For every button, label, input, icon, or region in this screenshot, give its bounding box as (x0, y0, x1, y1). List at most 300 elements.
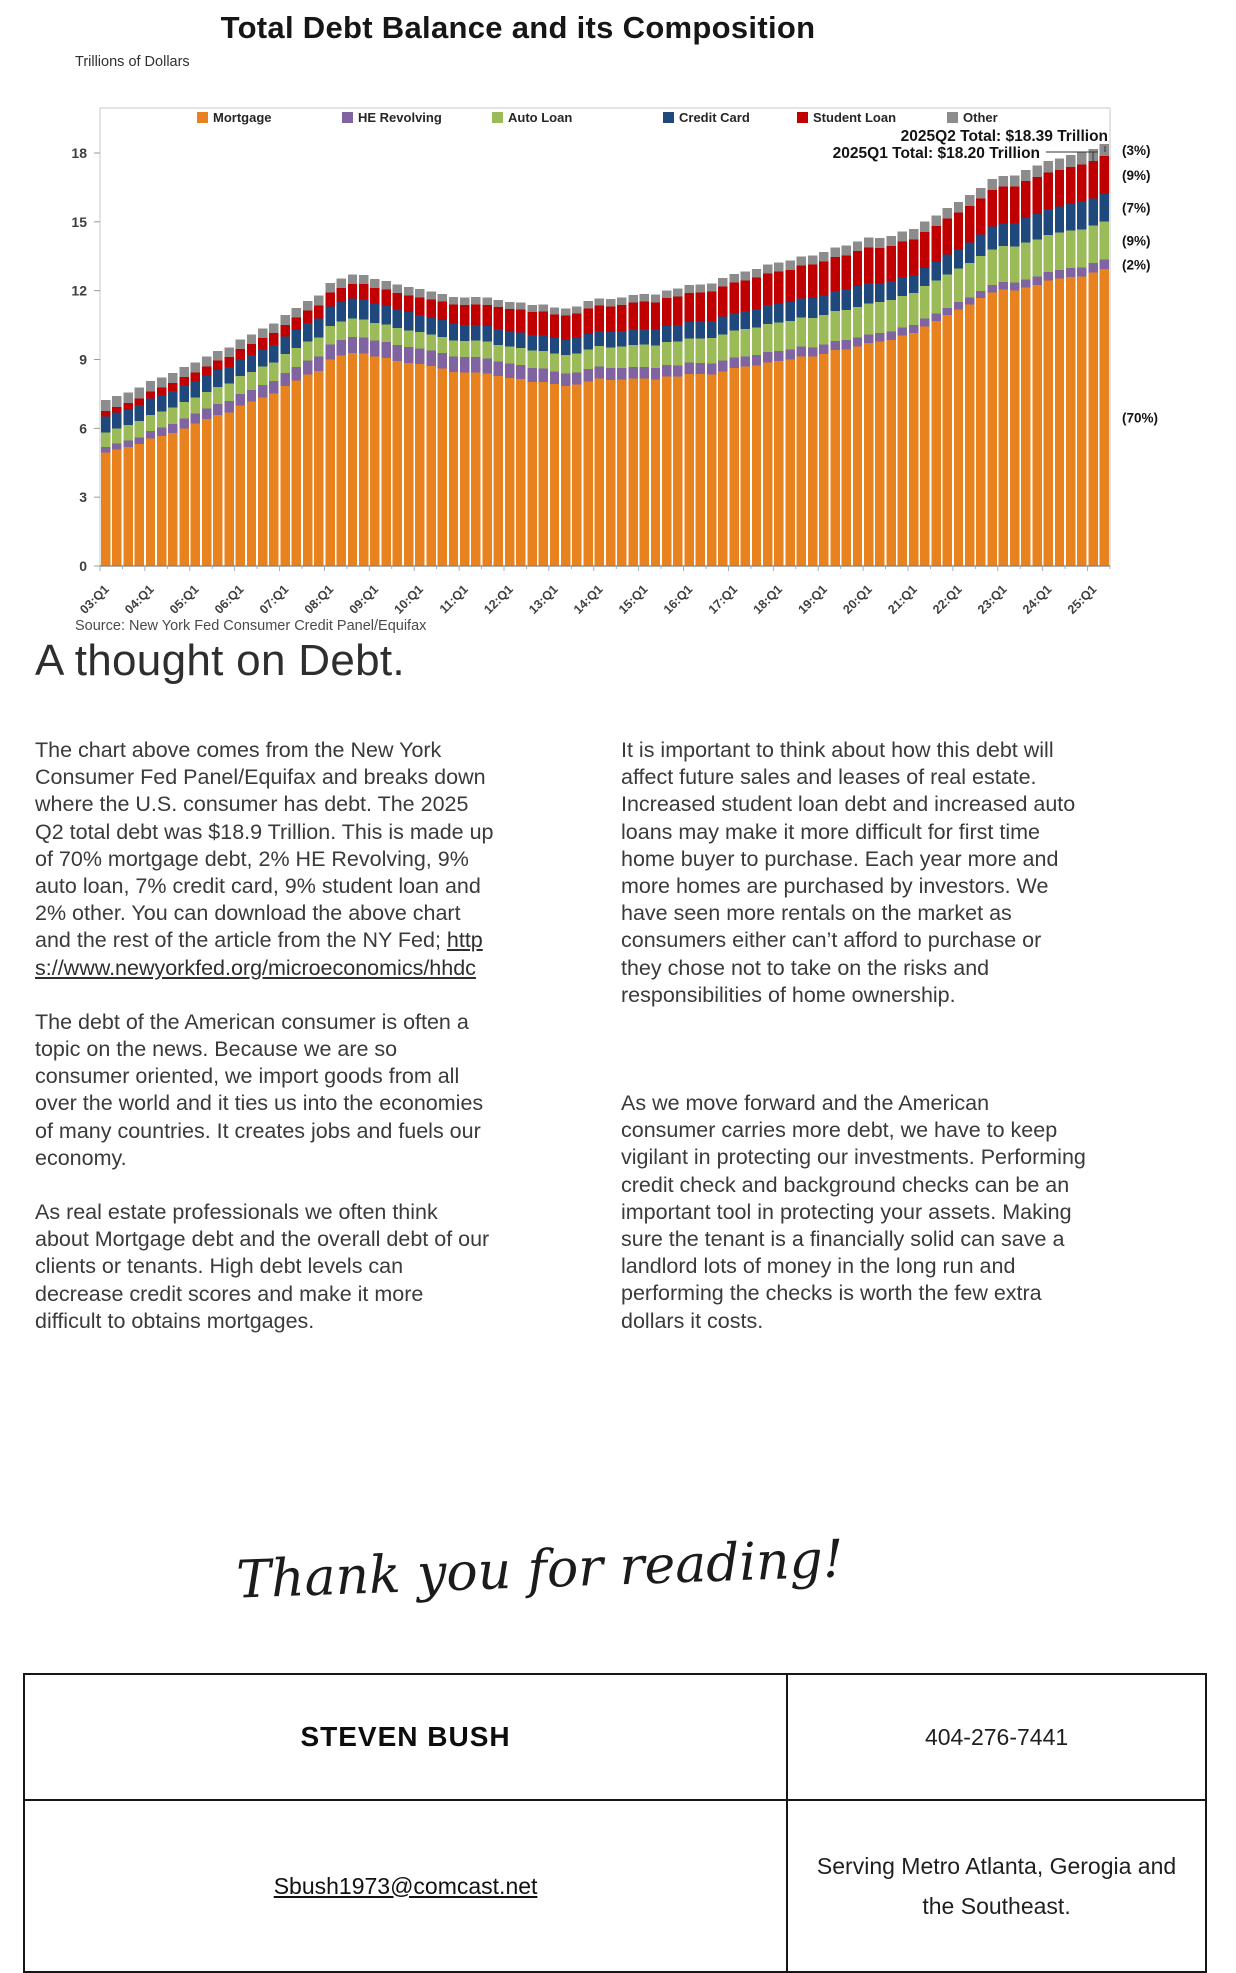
percent-label: (2%) (1122, 257, 1151, 273)
bar-segment (853, 251, 862, 286)
bar-segment (943, 208, 952, 219)
bar-segment (617, 379, 626, 566)
bar-segment (303, 310, 312, 323)
bar-segment (449, 297, 458, 305)
bar-segment (628, 329, 637, 345)
bar-segment (191, 398, 200, 414)
bar-segment (673, 342, 682, 366)
bar-segment (494, 376, 503, 566)
bar-segment (741, 280, 750, 311)
bar-segment (258, 367, 267, 385)
bar-segment (999, 187, 1008, 224)
bar-segment (494, 329, 503, 345)
bar-segment (168, 383, 177, 391)
bar-segment (651, 380, 660, 566)
legend-swatch (947, 112, 958, 123)
bar-segment (1032, 240, 1041, 277)
bar-segment (359, 299, 368, 319)
agent-phone: 404-276-7441 (787, 1674, 1206, 1800)
bar-segment (875, 283, 884, 302)
bar-segment (830, 350, 839, 566)
bar-segment (325, 326, 334, 345)
bar-segment (943, 315, 952, 566)
bar-segment (808, 298, 817, 318)
bar-segment (404, 330, 413, 347)
bar-segment (1010, 283, 1019, 291)
bar-segment (898, 231, 907, 241)
x-tick-label: 20:Q1 (840, 582, 875, 617)
bar-segment (505, 309, 514, 331)
bar-segment (292, 330, 301, 348)
bar-segment (404, 287, 413, 295)
bar-segment (785, 261, 794, 270)
bar-segment (976, 291, 985, 298)
bar-segment (527, 382, 536, 566)
bar-segment (830, 311, 839, 341)
bar-segment (673, 297, 682, 325)
x-tick-label: 06:Q1 (211, 582, 247, 617)
article-left-column (35, 737, 495, 1362)
bar-segment (494, 307, 503, 329)
bar-segment (954, 309, 963, 566)
bar-segment (303, 301, 312, 311)
bar-segment (999, 176, 1008, 187)
bar-segment (539, 312, 548, 336)
bar-segment (202, 409, 211, 420)
y-tick-label: 18 (71, 145, 87, 161)
bar-segment (1077, 267, 1086, 276)
bar-segment (718, 361, 727, 372)
x-tick-label: 15:Q1 (615, 582, 651, 617)
bar-segment (213, 404, 222, 415)
bar-segment (976, 199, 985, 235)
bar-segment (1055, 206, 1064, 232)
bar-segment (931, 226, 940, 262)
bar-segment (550, 315, 559, 339)
bar-segment (1088, 226, 1097, 264)
x-tick-label: 23:Q1 (975, 582, 1010, 617)
bar-segment (943, 308, 952, 315)
bar-segment (303, 342, 312, 361)
bar-segment (920, 286, 929, 319)
bar-segment (292, 348, 301, 367)
bar-segment (224, 357, 233, 367)
bar-segment (785, 321, 794, 349)
bar-segment (303, 375, 312, 566)
bar-segment (718, 278, 727, 286)
bar-segment (482, 305, 491, 326)
bar-segment (438, 302, 447, 320)
bar-segment (112, 413, 121, 429)
bar-segment (213, 361, 222, 370)
bar-segment (976, 235, 985, 256)
bar-segment (505, 331, 514, 347)
bar-segment (853, 241, 862, 251)
bar-segment (819, 262, 828, 296)
bar-segment (348, 298, 357, 318)
bar-segment (179, 419, 188, 429)
bar-segment (1100, 222, 1109, 260)
article-heading: A thought on Debt. (35, 636, 405, 685)
bar-segment (875, 333, 884, 342)
bar-segment (494, 300, 503, 307)
agent-email-cell (24, 1800, 787, 1972)
bar-segment (224, 384, 233, 401)
bar-segment (123, 447, 132, 566)
bar-segment (505, 347, 514, 364)
bar-segment (696, 338, 705, 363)
bar-segment (965, 297, 974, 304)
bar-segment (595, 306, 604, 331)
bar-segment (1032, 277, 1041, 285)
bar-segment (696, 284, 705, 292)
bar-segment (819, 345, 828, 354)
bar-segment (123, 392, 132, 403)
bar-segment (1021, 279, 1030, 287)
bar-segment (236, 394, 245, 405)
bar-segment (729, 368, 738, 566)
bar-segment (505, 364, 514, 378)
bar-segment (202, 392, 211, 409)
bar-segment (337, 340, 346, 355)
bar-segment (471, 325, 480, 341)
bar-segment (337, 356, 346, 566)
bar-segment (561, 315, 570, 339)
bar-segment (875, 342, 884, 566)
bar-segment (202, 376, 211, 393)
percent-label: (70%) (1122, 410, 1159, 426)
bar-segment (269, 333, 278, 345)
bar-segment (157, 436, 166, 566)
bar-segment (1010, 187, 1019, 223)
bar-segment (460, 297, 469, 305)
bar-segment (1055, 170, 1064, 206)
bar-segment (987, 285, 996, 293)
bar-segment (1010, 223, 1019, 247)
bar-segment (954, 213, 963, 249)
bar-segment (269, 323, 278, 333)
bar-segment (673, 325, 682, 342)
bar-segment (819, 354, 828, 566)
legend-swatch (663, 112, 674, 123)
bar-segment (931, 281, 940, 314)
bar-segment (337, 279, 346, 288)
bar-segment (628, 367, 637, 379)
bar-segment (572, 338, 581, 353)
bar-segment (707, 283, 716, 291)
annotation-2025q2: 2025Q2 Total: $18.39 Trillion (900, 128, 1108, 145)
bar-segment (438, 353, 447, 368)
bar-segment (438, 368, 447, 566)
bar-segment (1077, 202, 1086, 230)
bar-segment (628, 302, 637, 329)
bar-segment (505, 302, 514, 309)
bar-segment (640, 367, 649, 379)
bar-segment (471, 357, 480, 372)
bar-segment (1021, 181, 1030, 218)
bar-segment (516, 365, 525, 379)
bar-segment (1010, 290, 1019, 566)
bar-segment (460, 373, 469, 566)
chart-source: Source: New York Fed Consumer Credit Panel/Equifax (75, 618, 427, 634)
bar-segment (213, 387, 222, 404)
bar-segment (819, 252, 828, 261)
bar-segment (684, 338, 693, 362)
x-axis (77, 566, 1110, 617)
percent-label: (9%) (1122, 168, 1151, 184)
bar-segment (651, 295, 660, 303)
bar-segment (628, 379, 637, 566)
bar-segment (404, 363, 413, 566)
bar-segment (123, 403, 132, 409)
bar-segment (651, 330, 660, 346)
chart-y-axis-caption: Trillions of Dollars (75, 54, 190, 70)
bar-segment (280, 386, 289, 566)
bar-segment (1044, 235, 1053, 272)
bar-segment (931, 321, 940, 566)
bar-segment (516, 379, 525, 566)
bar-segment (684, 285, 693, 293)
bar-segment (583, 301, 592, 308)
bar-segment (224, 367, 233, 384)
bar-segment (842, 340, 851, 349)
bar-segment (494, 345, 503, 362)
bar-segment (606, 368, 615, 380)
bar-segment (617, 331, 626, 347)
bar-segment (426, 351, 435, 367)
bar-segment (763, 362, 772, 566)
bar-segment (247, 390, 256, 402)
bar-segment (898, 277, 907, 296)
bar-segment (258, 385, 267, 397)
bar-segment (684, 322, 693, 338)
bar-segment (886, 300, 895, 331)
paragraph: It is important to think about how this debt will affect future sales and leases of real estate. Increased student loan debt and increased auto loans may make it more difficult for first time home buyer to purchase. Each year more and more homes are purchased by investors. We have seen more rentals on the market as consumers either can’t afford to purchase or they chose not to take on the risks and responsibilities of home ownership. (621, 738, 1076, 1007)
bar-segment (617, 346, 626, 367)
bar-segment (236, 349, 245, 359)
bar-segment (606, 299, 615, 306)
bar-segment (191, 363, 200, 373)
bar-segment (595, 331, 604, 346)
bar-segment (920, 222, 929, 232)
bar-segment (449, 324, 458, 341)
bar-segment (101, 417, 110, 433)
bar-segment (785, 270, 794, 302)
agent-name: STEVEN BUSH (24, 1674, 787, 1800)
bar-segment (909, 293, 918, 325)
bar-segment (886, 340, 895, 566)
bar-segment (258, 397, 267, 566)
x-tick-label: 25:Q1 (1064, 582, 1100, 617)
bar-segment (741, 329, 750, 356)
bar-segment (741, 356, 750, 366)
bar-segment (741, 272, 750, 281)
bar-segment (572, 354, 581, 373)
article-right-column (621, 737, 1087, 1362)
bar-segment (191, 373, 200, 382)
bar-segment (785, 360, 794, 567)
bar-segment (348, 274, 357, 283)
percent-label: (3%) (1122, 143, 1151, 159)
bar-segment (864, 238, 873, 248)
bar-segment (123, 409, 132, 425)
bar-segment (617, 298, 626, 305)
bar-segment (583, 381, 592, 566)
bar-segment (135, 388, 144, 399)
bar-segment (381, 306, 390, 325)
bar-segment (718, 334, 727, 360)
bar-segment (191, 414, 200, 424)
bar-segment (314, 357, 323, 371)
bar-segment (539, 351, 548, 369)
paragraph-text: The chart above comes from the New York Consumer Fed Panel/Equifax and breaks down where the U.S. consumer has debt. The 2025 Q2 total debt was $18.9 Trillion. This is made up of 70% mortgage debt, 2% HE Revolving, 9% auto loan, 7% credit card, 9% student loan and 2% other. You can download the above chart and the rest of the article from the NY Fed; (35, 738, 494, 953)
bar-segment (640, 302, 649, 329)
bar-segment (864, 334, 873, 343)
bar-segment (269, 393, 278, 566)
bar-segment (774, 323, 783, 351)
bar-segment (135, 437, 144, 444)
bar-segment (909, 325, 918, 333)
bar-segment (797, 347, 806, 357)
bar-segment (763, 324, 772, 352)
email-link[interactable]: Sbush1973@comcast.net (273, 1872, 538, 1899)
bar-segment (247, 402, 256, 566)
bar-segment (572, 373, 581, 385)
bar-segment (460, 341, 469, 357)
bar-segment (146, 438, 155, 566)
bar-segment (438, 337, 447, 353)
bar-segment (527, 312, 536, 335)
bar-segment (1044, 173, 1053, 210)
bar-segment (729, 331, 738, 358)
bar-segment (583, 369, 592, 381)
x-tick-label: 07:Q1 (256, 582, 292, 617)
bar-segment (337, 302, 346, 322)
bar-segment (1066, 277, 1075, 566)
bar-segment (292, 308, 301, 318)
annotation-2025q1: 2025Q1 Total: $18.20 Trillion (832, 145, 1040, 162)
bar-segment (583, 334, 592, 350)
bar-segment (617, 368, 626, 380)
contact-row-bottom (24, 1800, 1206, 1972)
bar-segment (954, 302, 963, 309)
bar-segment (415, 315, 424, 332)
bar-segment (673, 289, 682, 297)
bar-segment (415, 348, 424, 364)
bar-segment (280, 315, 289, 325)
bar-segment (269, 345, 278, 362)
bar-segment (987, 293, 996, 566)
bar-segment (179, 367, 188, 377)
bar-segment (830, 257, 839, 291)
bar-segment (606, 306, 615, 332)
bar-segment (684, 293, 693, 322)
paragraph (35, 737, 495, 982)
bar-segment (1021, 287, 1030, 566)
bar-segment (381, 281, 390, 290)
bar-segment (168, 424, 177, 433)
bar-segment (965, 305, 974, 566)
nyfed-link[interactable]: https://www.newyorkfed.org/microeconomics/hhdc (35, 928, 483, 980)
bar-segment (460, 325, 469, 341)
bar-segment (954, 268, 963, 302)
bar-segment (550, 308, 559, 315)
bar-segment (314, 305, 323, 318)
bar-segment (561, 374, 570, 386)
bar-segment (819, 296, 828, 316)
bar-segment (404, 347, 413, 363)
bar-segment (965, 195, 974, 206)
bar-segment (471, 304, 480, 324)
bar-segment (673, 377, 682, 566)
bar-segment (797, 318, 806, 347)
bar-segment (651, 302, 660, 329)
y-tick-label: 15 (71, 213, 87, 230)
bar-segment (808, 357, 817, 566)
bar-segment (999, 290, 1008, 566)
bar-segment (987, 227, 996, 250)
bar-segment (482, 358, 491, 373)
bar-segment (135, 398, 144, 405)
bar-segment (516, 332, 525, 347)
bar-segment (785, 350, 794, 360)
bar-segment (707, 374, 716, 566)
legend-swatch (342, 112, 353, 123)
bar-segment (1077, 164, 1086, 201)
composition-percent-labels (1122, 143, 1158, 426)
bar-segment (1032, 166, 1041, 177)
bar-segment (370, 357, 379, 566)
legend-swatch (197, 112, 208, 123)
bar-segment (292, 318, 301, 330)
bar-segment (1066, 231, 1075, 269)
bar-segment (1077, 229, 1086, 267)
bar-segment (426, 292, 435, 300)
bar-segment (976, 256, 985, 291)
bar-segment (449, 372, 458, 566)
bar-segment (247, 344, 256, 355)
bar-segment (606, 332, 615, 347)
bar-segment (303, 361, 312, 375)
bar-segment (662, 342, 671, 365)
bar-segment (325, 293, 334, 307)
bar-segment (954, 202, 963, 213)
bar-segment (426, 366, 435, 566)
bar-segment (426, 334, 435, 350)
chart-title: Total Debt Balance and its Composition (220, 10, 816, 45)
bar-segment (112, 443, 121, 449)
bar-segment (135, 421, 144, 437)
bar-segment (415, 332, 424, 348)
bar-segment (640, 379, 649, 566)
bar-segment (348, 353, 357, 566)
bar-segment (842, 246, 851, 256)
bar-segment (999, 223, 1008, 246)
bar-segment (640, 329, 649, 345)
bar-segment (640, 345, 649, 367)
bar-segment (415, 289, 424, 297)
bar-segment (561, 340, 570, 355)
bar-segment (101, 411, 110, 417)
bar-segment (1088, 161, 1097, 198)
bar-segment (965, 263, 974, 297)
bar-segment (258, 338, 267, 349)
bar-segment (673, 365, 682, 376)
bar-segment (898, 242, 907, 278)
legend-swatch (797, 112, 808, 123)
bar-segment (539, 335, 548, 351)
bar-segment (729, 274, 738, 282)
